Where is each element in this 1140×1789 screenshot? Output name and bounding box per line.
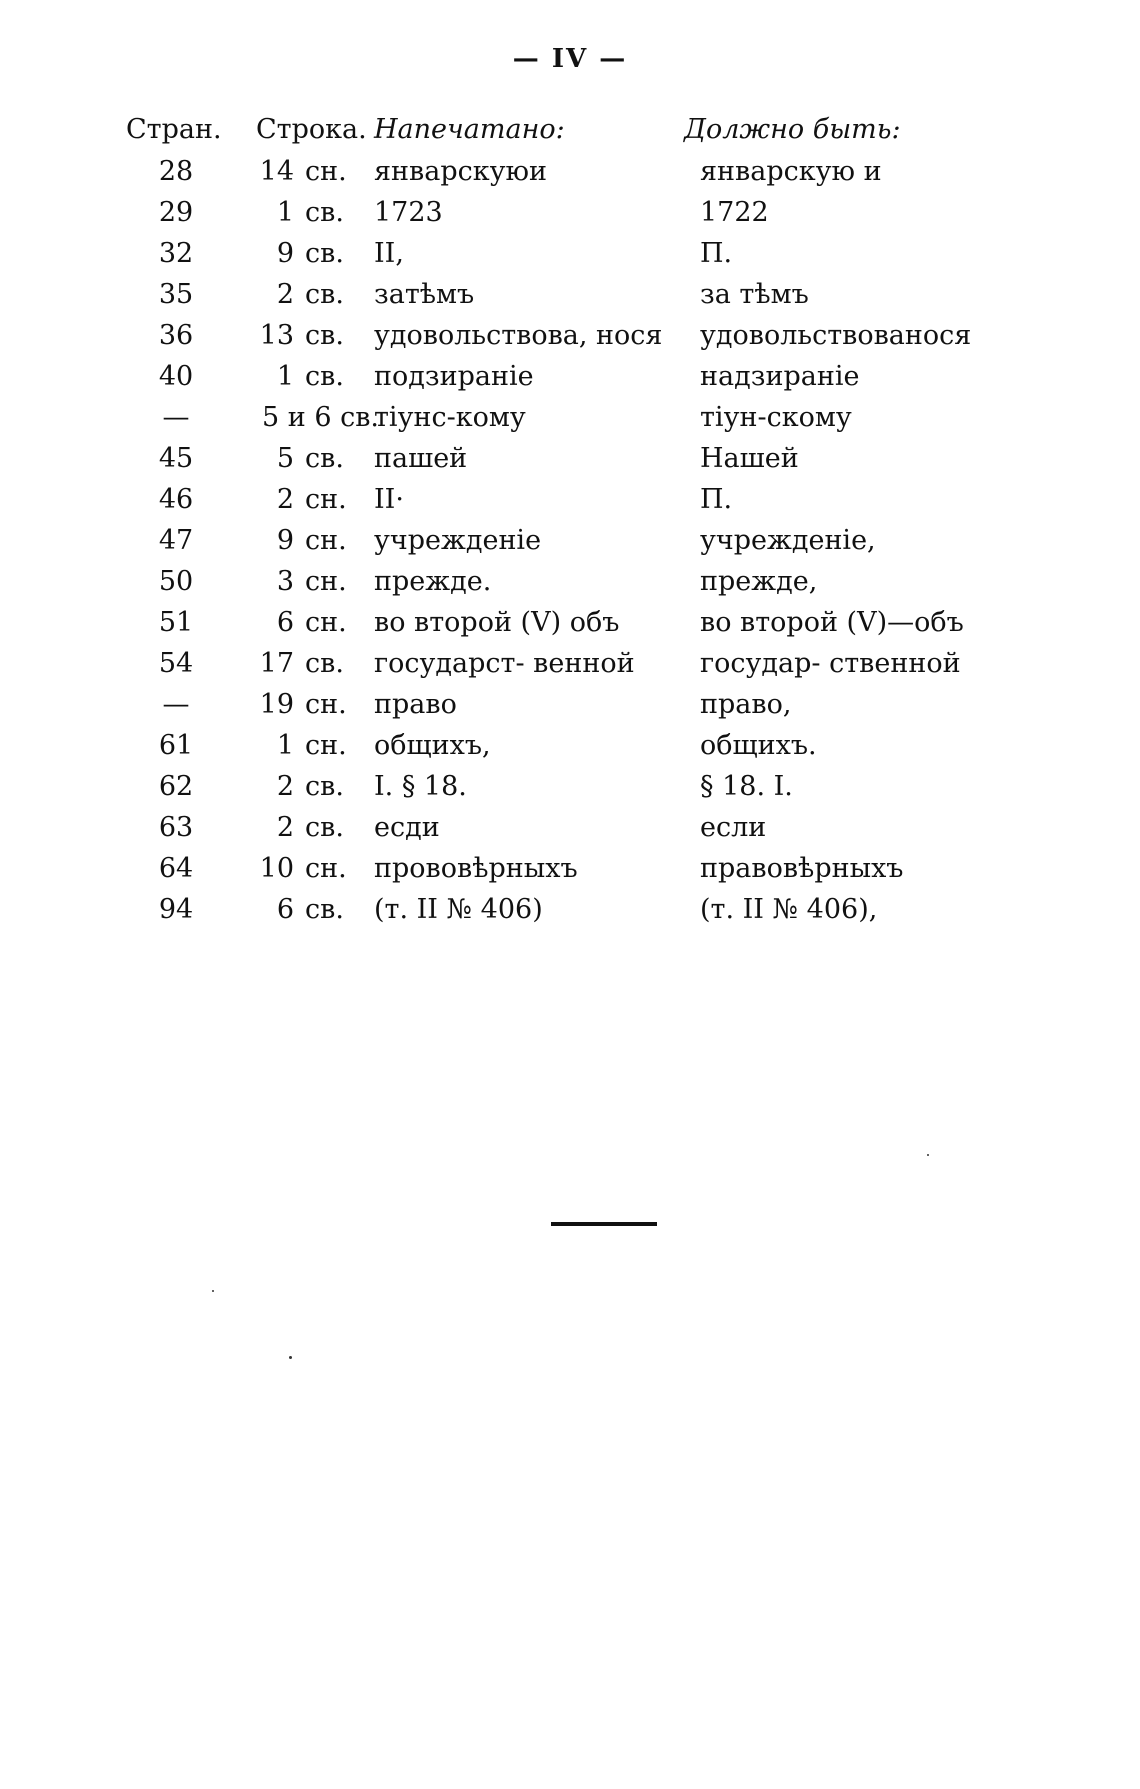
cell-line-number: 6 <box>276 894 294 925</box>
errata-table <box>0 108 1140 930</box>
table-row <box>0 520 1140 561</box>
cell-page: 54 <box>158 648 194 679</box>
cell-page: 63 <box>158 812 194 843</box>
table-row <box>0 274 1140 315</box>
cell-correct: за тѣмъ <box>700 279 809 310</box>
cell-line-number: 3 <box>276 566 294 597</box>
cell-line-number: 17 <box>259 648 294 679</box>
table-header-row <box>0 108 1140 151</box>
cell-correct: удовольствованося <box>700 320 972 351</box>
cell-line-direction: св. <box>305 771 344 802</box>
cell-correct: П. <box>700 238 733 269</box>
cell-page: 50 <box>158 566 194 597</box>
cell-correct: 1722 <box>700 197 769 228</box>
header-line: Строка. <box>256 114 367 145</box>
cell-line-number: 9 <box>276 525 294 556</box>
cell-printed: прововѣрныхъ <box>374 853 578 884</box>
cell-line-direction: сн. <box>305 525 347 556</box>
table-row <box>0 233 1140 274</box>
header-page: Стран. <box>126 114 222 145</box>
cell-page: — <box>162 689 190 720</box>
table-row <box>0 397 1140 438</box>
cell-page: 45 <box>158 443 194 474</box>
cell-line-number: 5 <box>276 443 294 474</box>
cell-correct: государ- ственной <box>700 648 961 679</box>
table-row <box>0 479 1140 520</box>
cell-printed: II, <box>374 238 404 269</box>
cell-line-direction: св. <box>305 279 344 310</box>
cell-line-direction: св. <box>305 238 344 269</box>
cell-line-number: 2 <box>276 812 294 843</box>
end-rule <box>551 1222 657 1226</box>
cell-line-number: 13 <box>259 320 294 351</box>
cell-correct: если <box>700 812 767 843</box>
page-number: — IV — <box>512 44 628 74</box>
cell-printed: I. § 18. <box>374 771 467 802</box>
cell-printed: пашей <box>374 443 468 474</box>
cell-printed: право <box>374 689 457 720</box>
cell-correct: учрежденіе, <box>700 525 876 556</box>
cell-printed: II· <box>374 484 404 515</box>
cell-line-direction: св. <box>305 361 344 392</box>
cell-line-direction: св. <box>305 648 344 679</box>
cell-printed: затѣмъ <box>374 279 475 310</box>
cell-page: 40 <box>158 361 194 392</box>
cell-correct: право, <box>700 689 792 720</box>
cell-line-direction: сн. <box>305 607 347 638</box>
print-speck <box>212 1290 214 1292</box>
cell-line-number: 2 <box>276 771 294 802</box>
table-row <box>0 684 1140 725</box>
cell-page: 51 <box>158 607 194 638</box>
cell-line-number: 9 <box>276 238 294 269</box>
cell-line-number: 14 <box>259 156 294 187</box>
cell-printed: удовольствова, нося <box>374 320 663 351</box>
table-row <box>0 561 1140 602</box>
cell-line-number: 2 <box>276 279 294 310</box>
cell-line-direction: сн. <box>305 484 347 515</box>
cell-page: 94 <box>158 894 194 925</box>
cell-printed: общихъ, <box>374 730 491 761</box>
cell-printed: государст- венной <box>374 648 635 679</box>
cell-page: 28 <box>158 156 194 187</box>
print-speck <box>927 1154 929 1156</box>
cell-correct: Нашей <box>700 443 799 474</box>
cell-line-direction: сн. <box>305 853 347 884</box>
cell-line-direction: сн. <box>305 566 347 597</box>
cell-correct: январскую и <box>700 156 882 187</box>
cell-line-number: 1 <box>276 197 294 228</box>
cell-printed: во второй (V) объ <box>374 607 620 638</box>
cell-correct: правовѣрныхъ <box>700 853 904 884</box>
cell-correct: прежде, <box>700 566 818 597</box>
cell-page: 62 <box>158 771 194 802</box>
table-row <box>0 315 1140 356</box>
table-row <box>0 151 1140 192</box>
cell-page: 36 <box>158 320 194 351</box>
table-row <box>0 643 1140 684</box>
cell-correct: (т. II № 406), <box>700 894 878 925</box>
cell-line-direction: св. <box>305 197 344 228</box>
cell-line-number: 6 <box>276 607 294 638</box>
cell-page: — <box>162 402 190 433</box>
cell-correct: П. <box>700 484 733 515</box>
print-speck <box>289 1356 292 1359</box>
cell-page: 46 <box>158 484 194 515</box>
cell-printed: 1723 <box>374 197 443 228</box>
cell-printed: учрежденіе <box>374 525 542 556</box>
cell-line-number: 10 <box>259 853 294 884</box>
table-row <box>0 889 1140 930</box>
cell-line-number: 19 <box>259 689 294 720</box>
cell-line-number: 1 <box>276 730 294 761</box>
cell-page: 35 <box>158 279 194 310</box>
cell-correct: общихъ. <box>700 730 817 761</box>
cell-page: 64 <box>158 853 194 884</box>
cell-printed: есди <box>374 812 440 843</box>
cell-line-number: 2 <box>276 484 294 515</box>
table-body <box>0 151 1140 930</box>
cell-printed: тіунс-кому <box>374 402 526 433</box>
cell-line-direction: сн. <box>305 730 347 761</box>
table-row <box>0 725 1140 766</box>
cell-printed: подзираніе <box>374 361 534 392</box>
cell-line-direction: сн. <box>305 689 347 720</box>
cell-page: 32 <box>158 238 194 269</box>
table-row <box>0 766 1140 807</box>
cell-printed: (т. II № 406) <box>374 894 543 925</box>
cell-line-direction: св. <box>305 443 344 474</box>
cell-line-number: 1 <box>276 361 294 392</box>
table-row <box>0 602 1140 643</box>
table-row <box>0 438 1140 479</box>
cell-printed: прежде. <box>374 566 492 597</box>
table-row <box>0 192 1140 233</box>
cell-correct: во второй (V)—объ <box>700 607 964 638</box>
cell-line: 5 и 6 св. <box>262 402 380 433</box>
cell-line-direction: св. <box>305 894 344 925</box>
cell-line-direction: св. <box>305 320 344 351</box>
table-row <box>0 356 1140 397</box>
cell-printed: январскуюи <box>374 156 547 187</box>
cell-correct: надзираніе <box>700 361 860 392</box>
cell-line-direction: сн. <box>305 156 347 187</box>
cell-page: 47 <box>158 525 194 556</box>
cell-correct: § 18. I. <box>700 771 793 802</box>
header-printed: Напечатано: <box>374 114 565 145</box>
cell-page: 29 <box>158 197 194 228</box>
table-row <box>0 848 1140 889</box>
cell-page: 61 <box>158 730 194 761</box>
cell-line-direction: св. <box>305 812 344 843</box>
cell-correct: тіун-скому <box>700 402 852 433</box>
header-correct: Должно быть: <box>684 114 901 145</box>
table-row <box>0 807 1140 848</box>
